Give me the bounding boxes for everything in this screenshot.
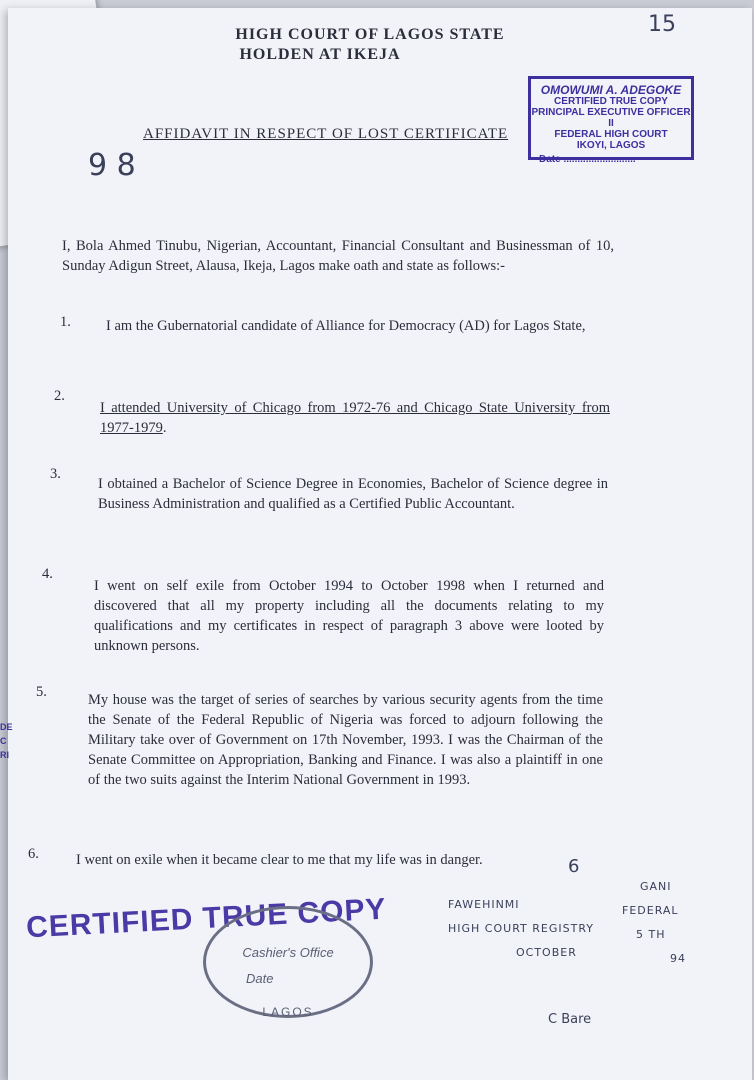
handwritten-note-left-1: FAWEHINMI xyxy=(448,898,520,911)
document-page xyxy=(8,8,752,1080)
edge-stamp-fragment: DE C RI xyxy=(0,722,13,760)
stamp-line-4: IKOYI, LAGOS xyxy=(576,140,646,151)
paragraph-number: 4. xyxy=(42,566,53,582)
affidavit-title: AFFIDAVIT IN RESPECT OF LOST CERTIFICATE xyxy=(143,126,509,142)
signature: C Bare xyxy=(548,1012,592,1027)
handwritten-note-left-2: HIGH COURT REGISTRY xyxy=(448,922,594,935)
handwritten-note-right-2: FEDERAL xyxy=(622,904,679,917)
court-location: HOLDEN AT IKEJA xyxy=(239,46,401,63)
paragraph-number: 1. xyxy=(60,314,71,330)
handwritten-note-left-3: OCTOBER xyxy=(516,946,577,959)
stamp-name: OMOWUMI A. ADEGOKE xyxy=(540,83,682,97)
seal-date: Date xyxy=(246,971,274,986)
paragraph-6: I went on exile when it became clear to me that my life was in danger. xyxy=(76,852,483,868)
affidavit-intro: I, Bola Ahmed Tinubu, Nigerian, Accountant, Financial Consultant and Businessman of 10, Sunday Adigun Street, Alausa, Ikeja, Lagos make oath and state as follows:- xyxy=(62,238,614,274)
cashier-office-seal xyxy=(203,906,373,1018)
court-header: HIGH COURT OF LAGOS STATE xyxy=(235,26,505,43)
stamp-line-1: CERTIFIED TRUE COPY xyxy=(554,96,668,107)
stamp-date: Date .......................... xyxy=(539,154,636,165)
paragraph-number: 2. xyxy=(54,388,65,404)
paragraph-number: 3. xyxy=(50,466,61,482)
paragraph-4: I went on self exile from October 1994 to October 1998 when I returned and discovered that all my property including all the documents relating to my qualifications and my certificates in respect of paragraph 3 above were looted by unknown persons. xyxy=(94,578,604,654)
handwritten-note-right-3: 5 TH xyxy=(636,928,666,941)
paragraph-number: 6. xyxy=(28,846,39,862)
paragraph-2: I attended University of Chicago from 1972-76 and Chicago State University from 1977-1979. xyxy=(100,400,611,436)
stamp-line-3: FEDERAL HIGH COURT xyxy=(554,129,668,140)
paragraph-1: I am the Gubernatorial candidate of Alliance for Democracy (AD) for Lagos State, xyxy=(106,318,586,334)
handwritten-page-15: 15 xyxy=(648,12,676,37)
certified-true-copy-stamp xyxy=(528,76,694,165)
seal-office: Cashier's Office xyxy=(242,945,334,960)
stamp-line-2: PRINCIPAL EXECUTIVE OFFICER II xyxy=(531,107,691,129)
handwritten-page-number: 9 8 xyxy=(88,148,136,183)
handwritten-note-right-4: 94 xyxy=(670,952,686,965)
paragraph-5: My house was the target of series of searches by various security agents from the time the Senate of the Federal Republic of Nigeria was forced to adjourn following the Military take over of Government on 17th November, 1993. I was the Chairman of the Senate Committee on Appropriation, Banking and Finance. I was also a plaintiff in one of the two suits against the Interim National Government in 1993. xyxy=(88,692,603,788)
handwritten-note-right-1: GANI xyxy=(640,880,672,893)
paragraph-3: I obtained a Bachelor of Science Degree in Economies, Bachelor of Science degree in Business Administration and qualified as a Certified Public Accountant. xyxy=(98,476,608,512)
certified-true-copy-stamp-large: CERTIFIED TRUE COPY xyxy=(25,892,388,945)
paragraph-number: 5. xyxy=(36,684,47,700)
seal-lagos: LAGOS xyxy=(262,1005,314,1019)
handwritten-6: 6 xyxy=(568,856,580,877)
